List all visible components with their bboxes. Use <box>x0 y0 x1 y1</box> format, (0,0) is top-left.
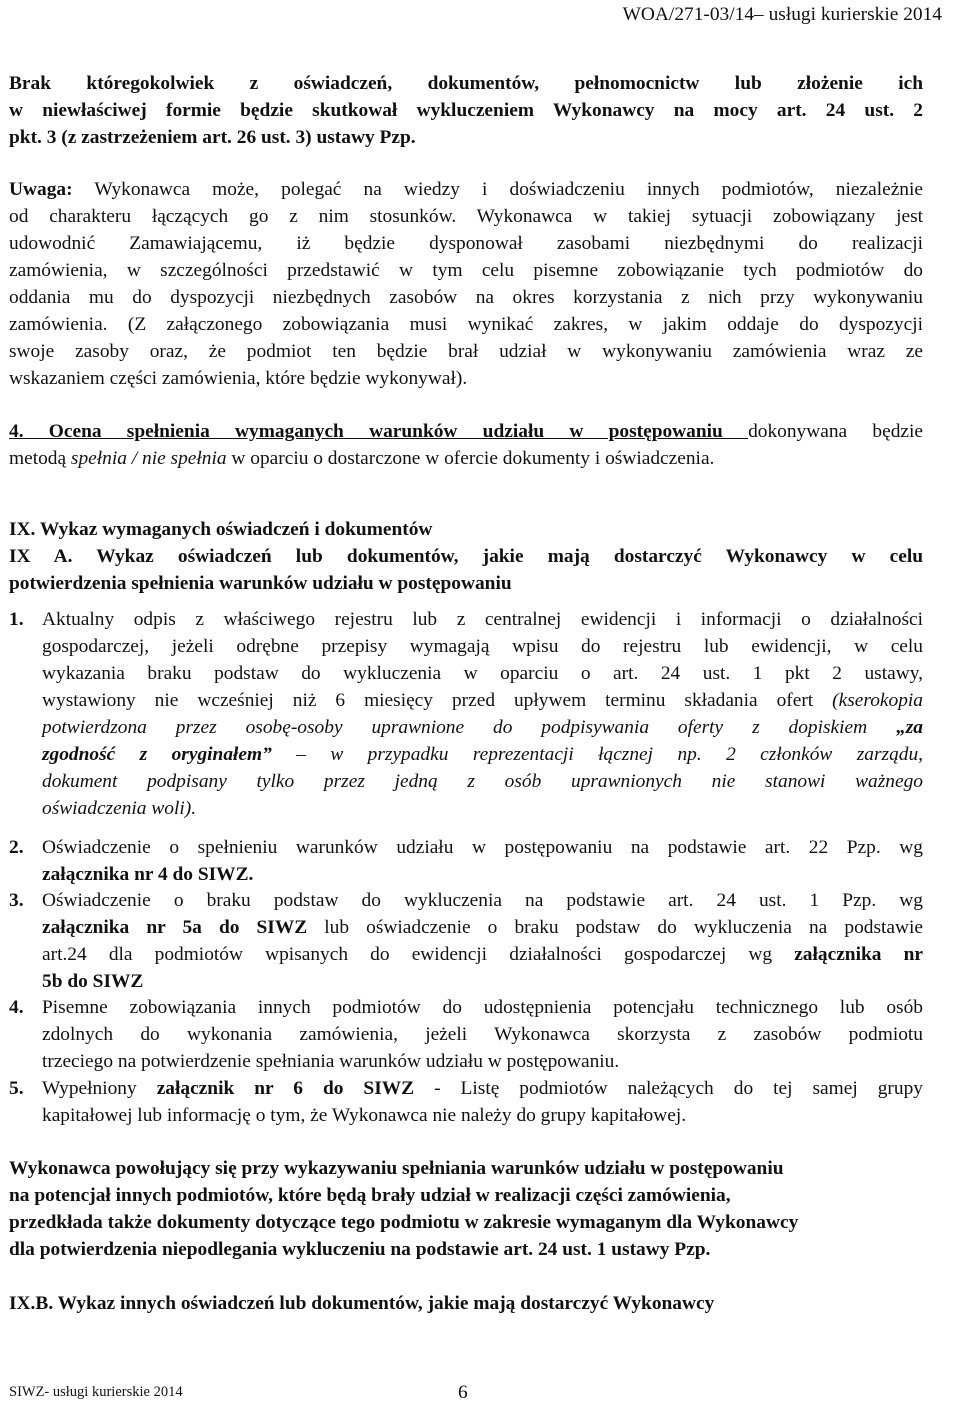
list-item-3 <box>9 887 923 995</box>
list-item-line: Oświadczenie o braku podstaw do wykluczenia na podstawie art. 24 ust. 1 Pzp. wg <box>42 890 923 911</box>
section-title: IX. Wykaz wymaganych oświadczeń i dokumentów <box>9 519 433 540</box>
paragraph-uwaga <box>9 176 923 392</box>
document-header-ref: WOA/271-03/14– usługi kurierskie 2014 <box>622 4 942 25</box>
list-item-line: dokument podpisany tylko przez jedną z osób uprawnionych nie stanowi ważnego <box>42 771 923 792</box>
section-ix-heading <box>9 516 923 543</box>
list-item-line: wystawiony nie wcześniej niż 6 miesięcy przed upływem terminu składania ofert (kserokopia <box>42 690 923 711</box>
paragraph-line: w niewłaściwej formie będzie skutkował wykluczeniem Wykonawcy na mocy art. 24 ust. 2 <box>9 100 923 121</box>
list-item-line: załącznika nr 4 do SIWZ. <box>42 864 254 885</box>
list-item-1 <box>9 606 923 822</box>
list-item-line: oświadczenia woli). <box>42 798 197 819</box>
section-ix-a-heading <box>9 543 923 597</box>
list-item-number: 3. <box>9 890 24 911</box>
uwaga-label: Uwaga: <box>9 179 73 200</box>
section-subtitle-line: potwierdzenia spełnienia warunków udziału w postępowaniu <box>9 573 512 594</box>
section-title: IX.B. Wykaz innych oświadczeń lub dokumentów, jakie mają dostarczyć Wykonawcy <box>9 1293 715 1314</box>
paragraph-line: zamówienia. (Z załączonego zobowiązania musi wynikać zakres, w jakim oddaje do dyspozycji <box>9 314 923 335</box>
paragraph-line: dla potwierdzenia niepodlegania wykluczeniu na podstawie art. 24 ust. 1 ustawy Pzp. <box>9 1239 711 1260</box>
list-item-line: załącznika nr 5a do SIWZ lub oświadczenie o braku podstaw do wykluczenia na podstawie <box>42 917 923 938</box>
list-item-line: kapitałowej lub informację o tym, że Wykonawca nie należy do grupy kapitałowej. <box>42 1105 687 1126</box>
paragraph-line: swoje zasoby oraz, że podmiot ten będzie brał udział w wykonywaniu zamówienia wraz ze <box>9 341 923 362</box>
paragraph-line: Wykonawca powołujący się przy wykazywaniu spełniania warunków udziału w postępowaniu <box>9 1158 784 1179</box>
paragraph-brak <box>9 70 923 151</box>
list-item-line: 5b do SIWZ <box>42 971 144 992</box>
list-item-number: 5. <box>9 1078 24 1099</box>
list-item-4 <box>9 994 923 1075</box>
list-item-line: art.24 dla podmiotów wpisanych do ewidencji działalności gospodarczej wg załącznika nr <box>42 944 923 965</box>
ocena-title: Ocena spełnienia wymaganych warunków udziału w postępowaniu <box>23 421 749 442</box>
footer-doc-name: SIWZ- usługi kurierskie 2014 <box>9 1384 183 1400</box>
list-item-line: Wypełniony załącznik nr 6 do SIWZ - Listę podmiotów należących do tej samej grupy <box>42 1078 923 1099</box>
paragraph-line: zamówienia, w szczególności przedstawić w tym celu pisemne zobowiązanie tych podmiotów do <box>9 260 923 281</box>
list-item-line: Oświadczenie o spełnieniu warunków udziału w postępowaniu na podstawie art. 22 Pzp. wg <box>42 837 923 858</box>
paragraph-line: oddania mu do dyspozycji niezbędnych zasobów na okres korzystania z nich przy wykonywaniu <box>9 287 923 308</box>
list-item-line: gospodarczej, jeżeli odrębne przepisy wymagają wpisu do rejestru lub ewidencji, w celu <box>42 636 923 657</box>
page-number: 6 <box>458 1382 468 1403</box>
paragraph-line: wskazaniem części zamówienia, które będzie wykonywał). <box>9 368 468 389</box>
list-item-number: 2. <box>9 837 24 858</box>
paragraph-line: 4. Ocena spełnienia wymaganych warunków udziału w postępowaniu dokonywana będzie <box>9 421 924 442</box>
list-item-line: Aktualny odpis z właściwego rejestru lub z centralnej ewidencji i informacji o działalności <box>42 609 923 630</box>
list-item-line: zgodność z oryginałem” – w przypadku reprezentacji łącznej np. 2 członków zarządu, <box>42 744 924 765</box>
list-item-number: 4. <box>9 997 24 1018</box>
paragraph-line: udowodnić Zamawiającemu, iż będzie dysponował zasobami niezbędnymi do realizacji <box>9 233 923 254</box>
list-item-line: trzeciego na potwierdzenie spełniania warunków udziału w postępowaniu. <box>42 1051 620 1072</box>
list-item-line: potwierdzona przez osobę-osoby uprawnione do podpisywania oferty z dopiskiem „za <box>42 717 923 738</box>
paragraph-line: od charakteru łączących go z nim stosunków. Wykonawca w takiej sytuacji zobowiązany jest <box>9 206 923 227</box>
list-item-line: Pisemne zobowiązania innych podmiotów do udostępnienia potencjału technicznego lub osób <box>42 997 923 1018</box>
paragraph-line: pkt. 3 (z zastrzeżeniem art. 26 ust. 3) ustawy Pzp. <box>9 127 416 148</box>
list-item-line: zdolnych do wykonania zamówienia, jeżeli Wykonawca skorzysta z zasobów podmiotu <box>42 1024 923 1045</box>
list-item-2 <box>9 834 923 888</box>
paragraph-line: Uwaga: Wykonawca może, polegać na wiedzy i doświadczeniu innych podmiotów, niezależnie <box>9 179 923 200</box>
paragraph-line: metodą spełnia / nie spełnia w oparciu o dostarczone w ofercie dokumenty i oświadczenia. <box>9 448 715 469</box>
paragraph-ocena <box>9 418 923 472</box>
paragraph-line: na potencjał innych podmiotów, które będą brały udział w realizacji części zamówienia, <box>9 1185 731 1206</box>
section-ixb-heading <box>9 1290 923 1317</box>
list-item-5 <box>9 1075 923 1129</box>
section-subtitle-line: IX A. Wykaz oświadczeń lub dokumentów, jakie mają dostarczyć Wykonawcy w celu <box>9 546 923 567</box>
paragraph-line: przedkłada także dokumenty dotyczące tego podmiotu w zakresie wymaganym dla Wykonawcy <box>9 1212 799 1233</box>
list-item-line: wykazania braku podstaw do wykluczenia w oparciu o art. 24 ust. 1 pkt 2 ustawy, <box>42 663 923 684</box>
list-item-number: 1. <box>9 609 24 630</box>
ocena-number: 4. <box>9 421 24 442</box>
paragraph-wykonawca <box>9 1155 957 1263</box>
paragraph-line: Brak któregokolwiek z oświadczeń, dokumentów, pełnomocnictw lub złożenie ich <box>9 73 923 94</box>
